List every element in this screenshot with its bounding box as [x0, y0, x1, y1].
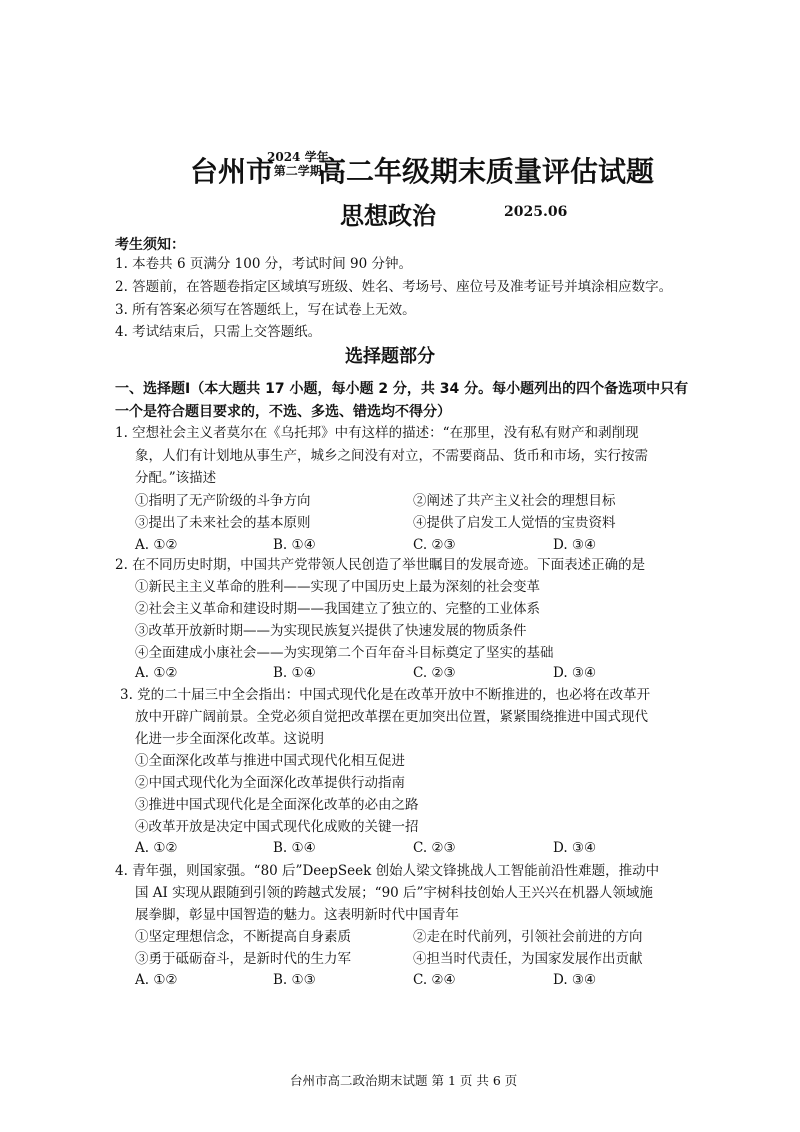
q1-choice-a: A. ①②: [135, 537, 178, 553]
q4-option-3: ③勇于砥砺奋斗，是新时代的生力军: [135, 951, 351, 967]
q3-choice-b: B. ①④: [273, 840, 316, 856]
q3-option-1: ①全面深化改革与推进中国式现代化相互促进: [135, 753, 405, 769]
header-year-bottom: 第二学期: [273, 164, 322, 178]
q4-choice-d: D. ③④: [553, 972, 597, 988]
q2-choice-c: C. ②③: [413, 665, 456, 681]
q3-option-2: ②中国式现代化为全面深化改革提供行动指南: [135, 775, 405, 791]
q2-choice-b: B. ①④: [273, 665, 316, 681]
notice-item-4: 4. 考试结束后，只需上交答题纸。: [115, 324, 322, 340]
q1-stem-line2: 象，人们有计划地从事生产，城乡之间没有对立，不需要商品、货币和市场，实行按需: [135, 448, 648, 464]
q4-stem-line1: 4. 青年强，则国家强。“80 后”DeepSeek 创始人梁文锋挑战人工智能前沿性难题，推动中: [115, 863, 660, 879]
q1-choice-d: D. ③④: [553, 537, 597, 553]
header-year-top: 2024 学年: [267, 150, 329, 164]
q4-stem-line2: 国 AI 实现从跟随到引领的跨越式发展；“90 后”宇树科技创始人王兴兴在机器人领域施: [135, 885, 653, 901]
section-title: 选择题部分: [345, 346, 435, 367]
q1-stem-line3: 分配。”该描述: [135, 470, 217, 486]
q2-choice-a: A. ①②: [135, 665, 178, 681]
notice-item-1: 1. 本卷共 6 页满分 100 分，考试时间 90 分钟。: [115, 256, 412, 272]
q2-option-4: ④全面建成小康社会——为实现第二个百年奋斗目标奠定了坚实的基础: [135, 645, 554, 661]
notice-title: 考生须知：: [115, 237, 185, 253]
exam-date: 2025.06: [504, 204, 568, 220]
q3-stem-line1: 3. 党的二十届三中全会指出：中国式现代化是在改革开放中不断推进的，也必将在改革开: [120, 687, 651, 703]
q1-option-2: ②阐述了共产主义社会的理想目标: [413, 493, 616, 509]
q1-option-3: ③提出了未来社会的基本原则: [135, 515, 311, 531]
q2-option-2: ②社会主义革命和建设时期——我国建立了独立的、完整的工业体系: [135, 601, 540, 617]
q2-option-1: ①新民主主义革命的胜利——实现了中国历史上最为深刻的社会变革: [135, 579, 540, 595]
q4-choice-a: A. ①②: [135, 972, 178, 988]
q3-stem-line3: 化进一步全面深化改革。这说明: [135, 731, 324, 747]
q3-option-3: ③推进中国式现代化是全面深化改革的必由之路: [135, 797, 419, 813]
q1-option-1: ①指明了无产阶级的斗争方向: [135, 493, 311, 509]
q4-option-4: ④担当时代责任，为国家发展作出贡献: [413, 951, 643, 967]
q3-choice-d: D. ③④: [553, 840, 597, 856]
part1-header-line2: 一个是符合题目要求的，不选、多选、错选均不得分）: [115, 404, 451, 420]
subject-title: 思想政治: [340, 202, 436, 230]
q3-choice-c: C. ②③: [413, 840, 456, 856]
q4-stem-line3: 展拳脚，彰显中国智造的魅力。这表明新时代中国青年: [135, 907, 459, 923]
q1-choice-b: B. ①④: [273, 537, 316, 553]
q4-choice-b: B. ①③: [273, 972, 316, 988]
q4-option-2: ②走在时代前列，引领社会前进的方向: [413, 929, 643, 945]
q4-choice-c: C. ②④: [413, 972, 456, 988]
page-footer: 台州市高二政治期末试题 第 1 页 共 6 页: [290, 1073, 518, 1088]
q2-option-3: ③改革开放新时期——为实现民族复兴提供了快速发展的物质条件: [135, 623, 527, 639]
q3-choice-a: A. ①②: [135, 840, 178, 856]
part1-header-line1: 一、选择题Ⅰ（本大题共 17 小题，每小题 2 分，共 34 分。每小题列出的四个备选项中只有: [115, 381, 689, 397]
q3-option-4: ④改革开放是决定中国式现代化成败的关键一招: [135, 819, 419, 835]
notice-item-3: 3. 所有答案必须写在答题纸上，写在试卷上无效。: [115, 302, 416, 318]
q3-stem-line2: 放中开辟广阔前景。全党必须自觉把改革摆在更加突出位置，紧紧围绕推进中国式现代: [135, 709, 648, 725]
q2-stem: 2. 在不同历史时期，中国共产党带领人民创造了举世瞩目的发展奇迹。下面表述正确的是: [115, 557, 646, 573]
notice-item-2: 2. 答题前，在答题卷指定区域填写班级、姓名、考场号、座位号及准考证号并填涂相应数字。: [115, 279, 673, 295]
page-title: 高二年级期末质量评估试题: [318, 155, 655, 188]
header-city: 台州市: [190, 155, 275, 188]
q1-option-4: ④提供了启发工人觉悟的宝贵资料: [413, 515, 616, 531]
q1-stem-line1: 1. 空想社会主义者莫尔在《乌托邦》中有这样的描述：“在那里，没有私有财产和剥削现: [115, 425, 639, 441]
q1-choice-c: C. ②③: [413, 537, 456, 553]
q4-option-1: ①坚定理想信念，不断提高自身素质: [135, 929, 351, 945]
q2-choice-d: D. ③④: [553, 665, 597, 681]
